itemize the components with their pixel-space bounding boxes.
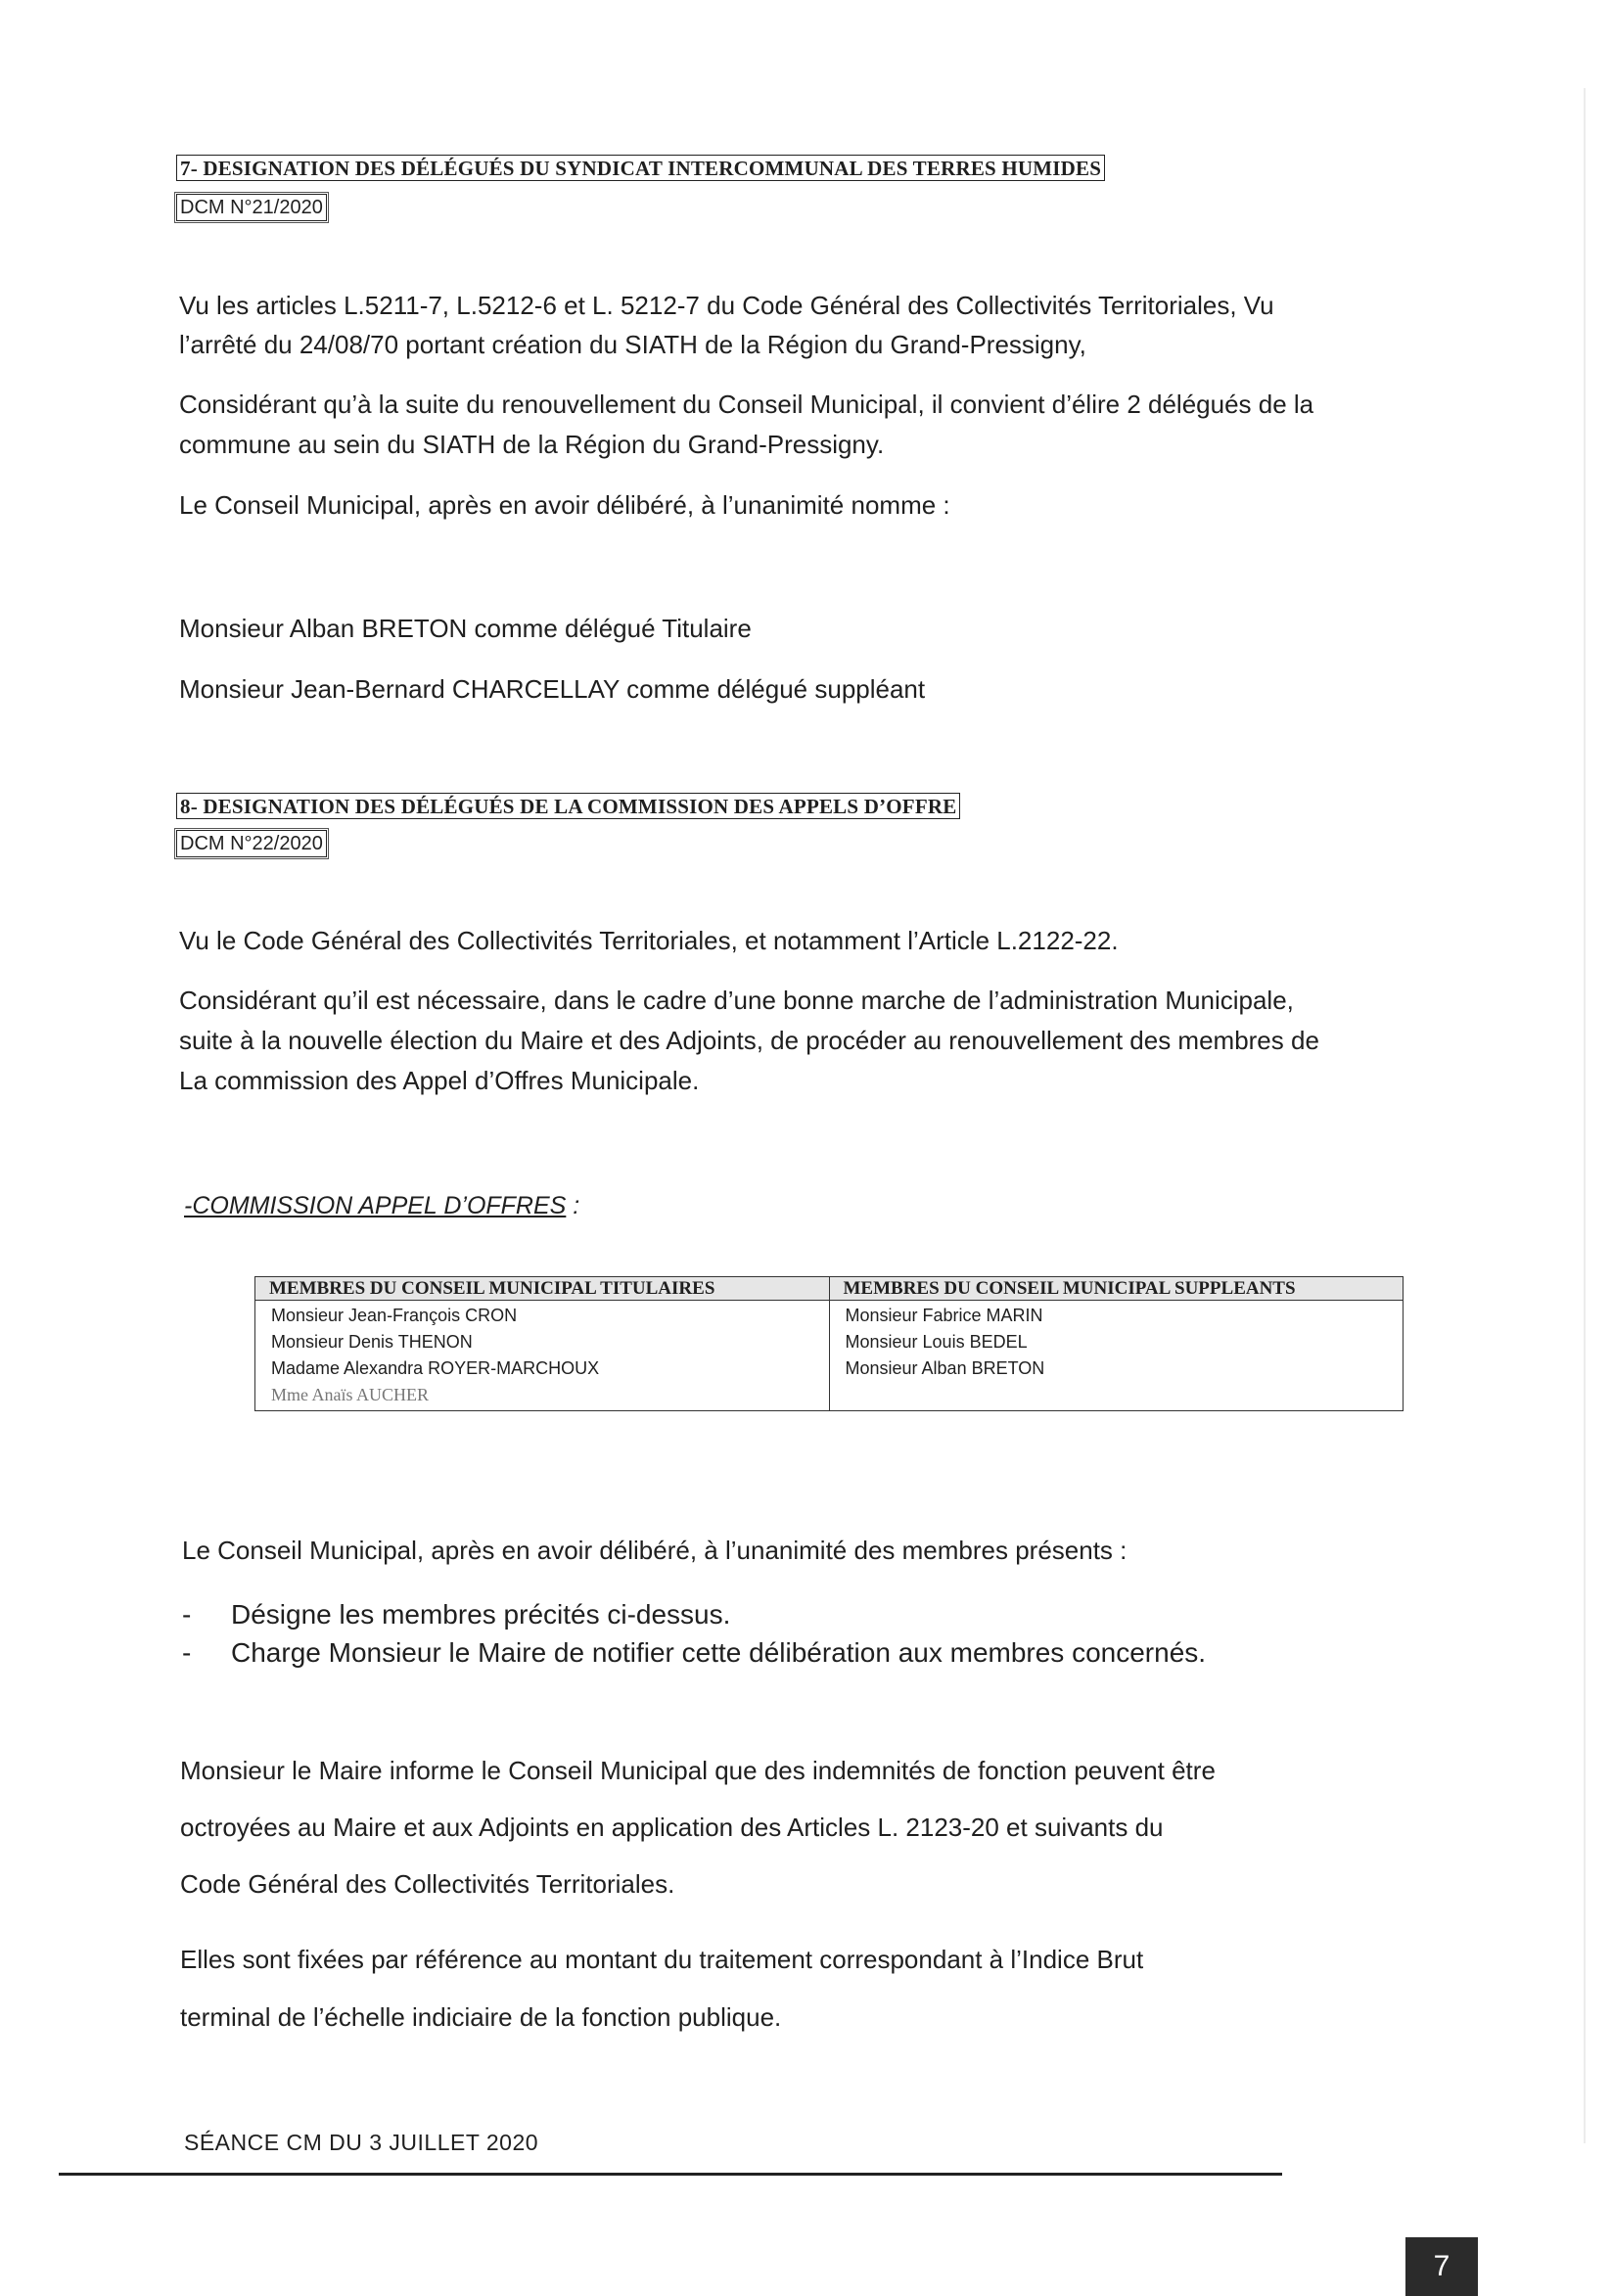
- bullet-marker: -: [182, 1599, 192, 1630]
- bullet-text-1: Désigne les membres précités ci-dessus.: [231, 1599, 731, 1630]
- section-7-dcm-number: DCM N°21/2020: [176, 194, 327, 221]
- titulaire-1: Monsieur Jean-François CRON: [271, 1306, 518, 1325]
- section-8-title: 8- DESIGNATION DES DÉLÉGUÉS DE LA COMMISSION DES APPELS D’OFFRE: [176, 793, 960, 819]
- appointment-titulaire: Monsieur Alban BRETON comme délégué Titulaire: [179, 614, 752, 643]
- members-table: [254, 1276, 1404, 1411]
- bullet-text-2: Charge Monsieur le Maire de notifier cette délibération aux membres concernés.: [231, 1637, 1207, 1668]
- header-suppleants: MEMBRES DU CONSEIL MUNICIPAL SUPPLEANTS: [829, 1277, 1404, 1301]
- titulaire-4-added: Mme Anaïs AUCHER: [271, 1385, 430, 1404]
- section-7-para2-line1: Considérant qu’à la suite du renouvellement du Conseil Municipal, il convient d’élire 2 délégués de la: [179, 390, 1314, 419]
- list-item: [182, 1595, 1206, 1633]
- footer-divider: [59, 2173, 1282, 2176]
- section-7-title: 7- DESIGNATION DES DÉLÉGUÉS DU SYNDICAT INTERCOMMUNAL DES TERRES HUMIDES: [176, 155, 1105, 181]
- appointment-suppleant: Monsieur Jean-Bernard CHARCELLAY comme délégué suppléant: [179, 674, 926, 704]
- section-8-para2-line3: La commission des Appel d’Offres Municipale.: [179, 1066, 700, 1095]
- section-7-para1-line1: Vu les articles L.5211-7, L.5212-6 et L. 5212-7 du Code Général des Collectivités Territoriales, Vu: [179, 291, 1274, 320]
- members-table-row: [255, 1301, 1404, 1411]
- section-8-para2-line2: suite à la nouvelle élection du Maire et des Adjoints, de procéder au renouvellement des membres de: [179, 1026, 1319, 1055]
- commission-subtitle: [184, 1192, 579, 1220]
- header-titulaires: MEMBRES DU CONSEIL MUNICIPAL TITULAIRES: [255, 1277, 830, 1301]
- suppleant-2: Monsieur Louis BEDEL: [845, 1332, 1028, 1352]
- section-8-para2-line1: Considérant qu’il est nécessaire, dans le cadre d’une bonne marche de l’administration Municipale,: [179, 986, 1294, 1015]
- footer-session-date: SÉANCE CM DU 3 JUILLET 2020: [184, 2130, 539, 2155]
- indemnites-line2: octroyées au Maire et aux Adjoints en application des Articles L. 2123-20 et suivants du: [180, 1813, 1164, 1842]
- section-8-decision: Le Conseil Municipal, après en avoir délibéré, à l’unanimité des membres présents :: [182, 1536, 1128, 1565]
- indemnites-line4: Elles sont fixées par référence au montant du traitement correspondant à l’Indice Brut: [180, 1945, 1144, 1974]
- page-number: 7: [1405, 2237, 1478, 2296]
- commission-subtitle-text: -COMMISSION APPEL D’OFFRES: [184, 1192, 567, 1219]
- suppleant-1: Monsieur Fabrice MARIN: [845, 1306, 1043, 1325]
- suppleant-3: Monsieur Alban BRETON: [845, 1358, 1045, 1378]
- bullet-marker: -: [182, 1637, 192, 1668]
- commission-subtitle-suffix: :: [566, 1192, 580, 1219]
- suppleants-cell: [829, 1301, 1404, 1411]
- section-7-para2-line2: commune au sein du SIATH de la Région du Grand-Pressigny.: [179, 430, 885, 459]
- indemnites-line5: terminal de l’échelle indiciaire de la fonction publique.: [180, 2002, 782, 2032]
- section-7-decision: Le Conseil Municipal, après en avoir délibéré, à l’unanimité nomme :: [179, 490, 950, 520]
- scan-edge: [1584, 88, 1586, 2143]
- members-table-header: [255, 1277, 1404, 1301]
- indemnites-line3: Code Général des Collectivités Territoriales.: [180, 1869, 675, 1899]
- titulaire-2: Monsieur Denis THENON: [271, 1332, 473, 1352]
- section-8-para1: Vu le Code Général des Collectivités Territoriales, et notamment l’Article L.2122-22.: [179, 926, 1119, 955]
- titulaires-cell: [255, 1301, 830, 1411]
- indemnites-line1: Monsieur le Maire informe le Conseil Municipal que des indemnités de fonction peuvent être: [180, 1756, 1216, 1785]
- section-7-para1-line2: l’arrêté du 24/08/70 portant création du SIATH de la Région du Grand-Pressigny,: [179, 330, 1086, 359]
- section-8-dcm-number: DCM N°22/2020: [176, 830, 327, 857]
- decision-list: [182, 1595, 1206, 1672]
- list-item: [182, 1633, 1206, 1672]
- titulaire-3: Madame Alexandra ROYER-MARCHOUX: [271, 1358, 600, 1378]
